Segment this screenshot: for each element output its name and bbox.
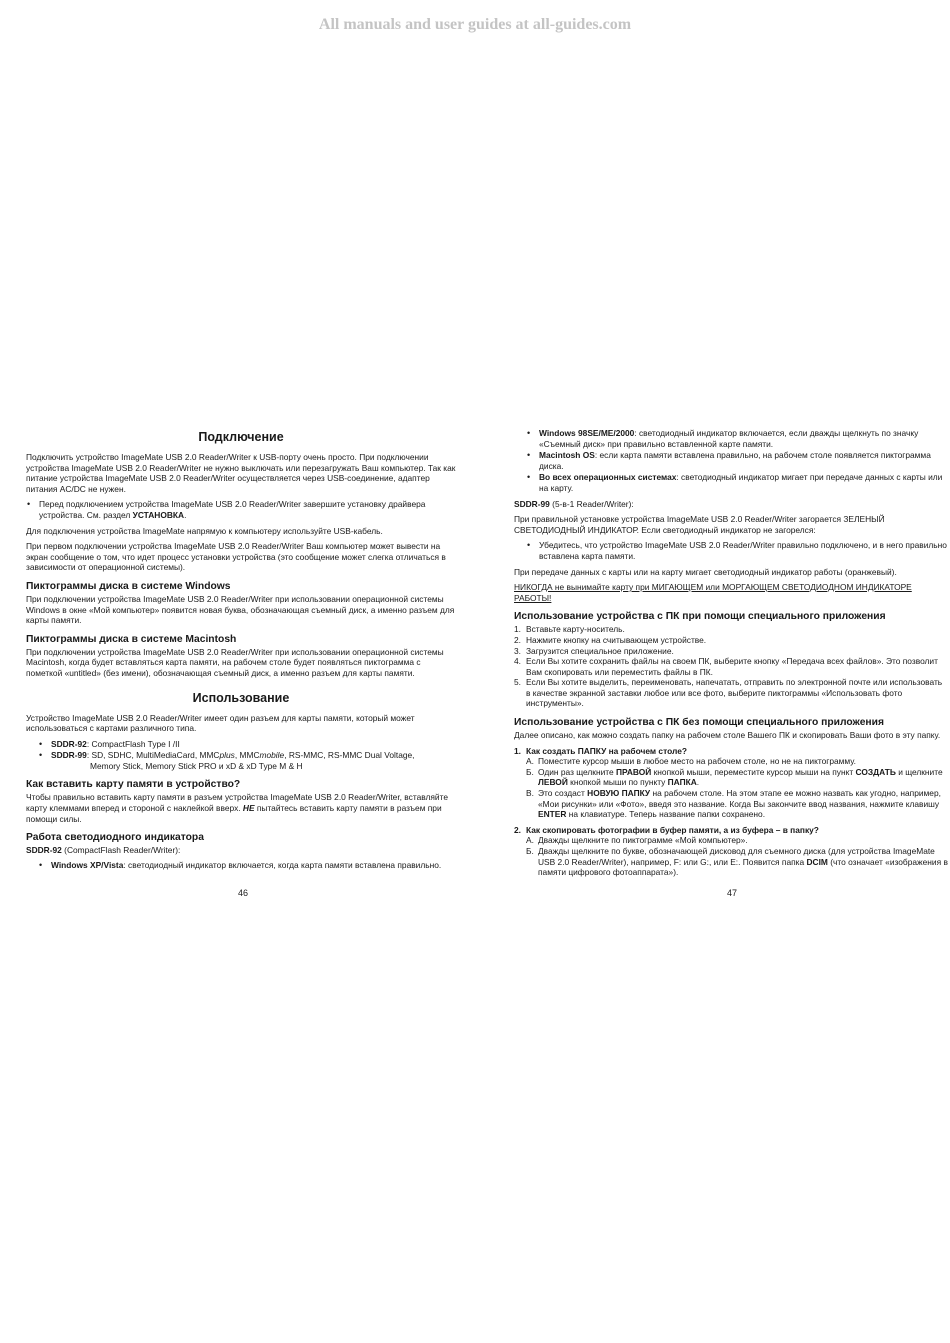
link-install-section: УСТАНОВКА [132,509,185,520]
led-winxp: • Windows XP/Vista: светодиодный индикатор включается, когда карта памяти вставлена правильно. [26,860,456,871]
page-number-left: 46 [238,888,249,898]
paragraph-cable: Для подключения устройства ImageMate напрямую к компьютеру используйте USB-кабель. [26,525,383,536]
list-item: 3. Загрузится специальное приложение. [514,645,674,656]
list-item: Б. Дважды щелкните по букве, обозначающей дисковод для съемного диска (для устройства ImageMate USB 2.0 Reader/Writer), например, F: или G:, или E:. Появится папка DCIM (что означает «изображения в памяти цифрового фотоаппарата»). [526,846,948,878]
app-steps-list [514,624,948,709]
led-list-left [26,860,456,871]
question-1: 1. Как создать ПАПКУ на рабочем столе? [514,745,687,756]
paragraph-mac-icons: При подключении устройства ImageMate USB 2.0 Reader/Writer при использовании операционной системы Macintosh, когда будет вставляться карта памяти, на рабочем столе будет появляться пиктограмма с пометкой «untitled» (без имени), обозначающая съемный диск, а именно разъем для карты памяти. [26,646,444,678]
heading-usage: Использование [192,690,290,705]
paragraph-led-sddr92: SDDR-92 (CompactFlash Reader/Writer): [26,845,181,856]
paragraph-green-led: При правильной установке устройства ImageMate USB 2.0 Reader/Writer загорается ЗЕЛЕНЫЙ СВЕТОДИОДНЫЙ ИНДИКАТОР. Если светодиодный индикатор не загорелся: [514,514,885,535]
heading-insert-card: Как вставить карту памяти в устройство? [26,779,241,791]
paragraph-connect: Подключить устройство ImageMate USB 2.0 Reader/Writer к USB-порту очень просто. При подключении устройства ImageMate USB 2.0 Reader/Writer не нужно выключать или перезагружать Ваш компьютер. Так как питание устройства ImageMate USB 2.0 Reader/Writer осуществляется через USB-соединение, адаптер питания AC/DC не нужен. [26,452,456,494]
heading-led: Работа светодиодного индикатора [26,832,204,844]
list-item: 1. Вставьте карту-носитель. [514,624,625,635]
question-2: 2. Как скопировать фотографии в буфер памяти, а из буфера – в папку? [514,824,819,835]
bullet-install: • Перед подключением устройства ImageMate USB 2.0 Reader/Writer завершите установку драйвера устройства. См. раздел УСТАНОВКА. [26,499,456,520]
heading-without-app: Использование устройства с ПК без помощи специального приложения [514,717,884,729]
bullet-list-install [26,499,456,520]
paragraph-usage: Устройство ImageMate USB 2.0 Reader/Writer имеет один разъем для карты памяти, который может использоваться с картами различного типа. [26,712,415,734]
watermark: All manuals and user guides at all-guides.com [318,16,632,33]
question-2-steps [514,835,948,877]
led-win98: • Windows 98SE/ME/2000: светодиодный индикатор включается, если дважды щелкнуть по значку «Съемный диск» при правильно вставленной карте памяти. [514,428,948,449]
led-list-right [514,428,948,494]
question-1-steps [514,756,948,820]
card-type-sddr99: • SDDR-99: SD, SDHC, MultiMediaCard, MMCplus, MMCmobile, RS-MMC, RS-MMC Dual Voltage, Memory Stick, Memory Stick PRO и xD & xD Type M & H [26,750,456,771]
page-number-right: 47 [727,888,738,898]
list-item: 2. Нажмите кнопку на считывающем устройстве. [514,634,707,645]
list-item: 5. Если Вы хотите выделить, переименовать, напечатать, отправить по электронной почте или использовать в качестве экранной заставки любое или все фото, выберите пиктограммы «Использовать фото инструменты». [514,677,943,709]
left-page [26,428,456,875]
check-list [514,540,948,561]
list-item: В. Это создаст НОВУЮ ПАПКУ на рабочем столе. На этом этапе ее можно назвать как угодно, например, «Мои рисунки» или «Фото», введя это название. Когда Вы закончите ввод названия, нажмите клавишу ENTER на клавиатуре. Теперь название папки сохранено. [526,788,941,820]
heading-with-app: Использование устройства с ПК при помощи специального приложения [514,611,886,623]
paragraph-first-connect: При первом подключении устройства ImageMate USB 2.0 Reader/Writer Ваш компьютер может вывести на экран сообщение о том, что идет процесс установки устройства (это сообщение может слегка отличаться в зависимости от операционной системы). [26,541,446,573]
paragraph-orange-led: При передаче данных с карты или на карту мигает светодиодный индикатор работы (оранжевый). [514,566,897,577]
list-item: 4. Если Вы хотите сохранить файлы на своем ПК, выберите кнопку «Передача всех файлов». Это позволит Вам скопировать или переместить файлы в ПК. [514,656,938,677]
bullet-check-connection: • Убедитесь, что устройство ImageMate USB 2.0 Reader/Writer правильно подключено, и в него правильно вставлена карта памяти. [514,540,948,561]
paragraph-led-sddr99: SDDR-99 (5-в-1 Reader/Writer): [514,498,634,509]
heading-mac-icons: Пиктограммы диска в системе Macintosh [26,633,237,645]
paragraph-insert-card: Чтобы правильно вставить карту памяти в разъем устройства ImageMate USB 2.0 Reader/Writer, вставляйте карту клеммами вперед и стороной с наклейкой вверх. НЕ пытайтесь вставить карту памяти в разъем при помощи силы. [26,792,449,824]
card-types-list [26,739,456,772]
paragraph-without-app: Далее описано, как можно создать папку на рабочем столе Вашего ПК и скопировать Ваши фото в эту папку. [514,730,941,741]
led-all-os: • Во всех операционных системах: светодиодный индикатор мигает при передаче данных с карты или на карту. [514,472,948,493]
heading-windows-icons: Пиктограммы диска в системе Windows [26,580,231,592]
paragraph-windows-icons: При подключении устройства ImageMate USB 2.0 Reader/Writer при использовании операционной системы Windows в окне «Мой компьютер» появится новая буква, обозначающая съемный диск, а именно разъем для карты памяти. [26,593,455,626]
warning-never-remove: НИКОГДА не вынимайте карту при МИГАЮЩЕМ или МОРГАЮЩЕМ СВЕТОДИОДНОМ ИНДИКАТОРЕ РАБОТЫ! [514,582,912,603]
list-item: Б. Один раз щелкните ПРАВОЙ кнопкой мыши, переместите курсор мыши на пункт СОЗДАТЬ и щелкните ЛЕВОЙ кнопкой мыши по пункту ПАПКА. [526,766,943,788]
list-item: А. Дважды щелкните по пиктограмме «Мой компьютер». [526,835,748,846]
card-type-sddr92: • SDDR-92: CompactFlash Type I /II [26,739,456,750]
right-page [514,428,948,878]
led-macos: • Macintosh OS: если карта памяти вставлена правильно, на рабочем столе появляется пиктограмма диска. [514,450,948,471]
list-item: А. Поместите курсор мыши в любое место на рабочем столе, но не на пиктограмму. [526,756,856,767]
heading-connect: Подключение [198,430,284,444]
